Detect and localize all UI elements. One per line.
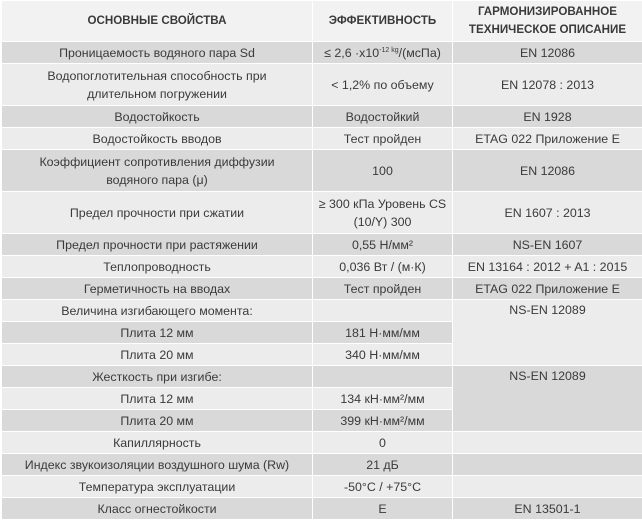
property-cell: Капиллярность	[2, 432, 313, 454]
effectiveness-cell	[313, 42, 453, 64]
table-row	[2, 454, 642, 476]
property-cell: Предел прочности при сжатии	[2, 192, 313, 234]
eff-unit: /(мсПа)	[398, 45, 441, 60]
standard-cell: EN 1928	[453, 106, 642, 128]
standard-cell: EN 12078 : 2013	[453, 64, 642, 106]
standard-cell: EN 13164 : 2012 + A1 : 2015	[453, 256, 642, 278]
property-cell: Плита 12 мм	[2, 322, 313, 344]
effectiveness-cell: E	[313, 498, 453, 520]
effectiveness-cell: 340 Н·мм/мм	[313, 344, 453, 366]
standard-cell: NS-EN 12089	[453, 300, 642, 366]
effectiveness-line1: ≥ 300 кПа Уровень CS	[318, 196, 447, 211]
standard-cell: ETAG 022 Приложение E	[453, 128, 642, 150]
table-row	[2, 128, 642, 150]
standard-cell: EN 12086	[453, 150, 642, 192]
table-row	[2, 278, 642, 300]
property-line2: водяного пара (μ)	[106, 172, 208, 187]
effectiveness-cell: < 1,2% по объему	[313, 64, 453, 106]
effectiveness-cell	[313, 366, 453, 388]
standard-cell: NS-EN 1607	[453, 234, 642, 256]
table-row	[2, 234, 642, 256]
standard-cell	[453, 476, 642, 498]
standard-cell	[453, 454, 642, 476]
effectiveness-cell: 100	[313, 150, 453, 192]
properties-table	[1, 0, 642, 520]
property-cell: Герметичность на вводах	[2, 278, 313, 300]
effectiveness-cell: 399 кН·мм²/мм	[313, 410, 453, 432]
property-cell: Жесткость при изгибе:	[2, 366, 313, 388]
standard-cell	[453, 432, 642, 454]
table-row	[2, 366, 642, 388]
table-row	[2, 498, 642, 520]
effectiveness-cell: Тест пройден	[313, 278, 453, 300]
effectiveness-cell: 0,036 Вт / (м·К)	[313, 256, 453, 278]
property-line1: Водопоглотительная способность при	[47, 68, 267, 83]
property-cell: Температура эксплуатации	[2, 476, 313, 498]
effectiveness-cell	[313, 192, 453, 234]
property-cell: Теплопроводность	[2, 256, 313, 278]
standard-cell: NS-EN 12089	[453, 366, 642, 432]
property-line1: Коэффициент сопротивления диффузии	[39, 154, 275, 169]
property-cell	[2, 64, 313, 106]
standard-cell: EN 1607 : 2013	[453, 192, 642, 234]
table-row	[2, 42, 642, 64]
property-cell: Предел прочности при растяжении	[2, 234, 313, 256]
effectiveness-line2: (10/Y) 300	[353, 214, 412, 229]
property-cell: Плита 20 мм	[2, 344, 313, 366]
property-cell: Водостойкость вводов	[2, 128, 313, 150]
table-row	[2, 476, 642, 498]
header-standard-line1: ГАРМОНИЗИРОВАННОЕ	[477, 5, 618, 18]
effectiveness-cell: 21 дБ	[313, 454, 453, 476]
header-effectiveness: ЭФФЕКТИВНОСТЬ	[313, 1, 453, 42]
header-standard	[453, 1, 642, 42]
property-cell: Плита 12 мм	[2, 388, 313, 410]
table-row	[2, 300, 642, 322]
effectiveness-cell: 0	[313, 432, 453, 454]
effectiveness-cell: 0,55 Н/мм²	[313, 234, 453, 256]
effectiveness-cell: -50°C / +75°C	[313, 476, 453, 498]
effectiveness-cell: Тест пройден	[313, 128, 453, 150]
table-row	[2, 64, 642, 106]
standard-cell: EN 13501-1	[453, 498, 642, 520]
eff-value: ≤ 2,6 ·x10	[324, 45, 380, 60]
header-standard-line2: ТЕХНИЧЕСКОЕ ОПИСАНИЕ	[468, 23, 627, 36]
property-cell: Величина изгибающего момента:	[2, 300, 313, 322]
effectiveness-cell	[313, 300, 453, 322]
effectiveness-cell: 134 кН·мм²/мм	[313, 388, 453, 410]
table-row	[2, 192, 642, 234]
property-line2: длительном погружении	[87, 86, 227, 101]
property-cell: Водостойкость	[2, 106, 313, 128]
table-row	[2, 256, 642, 278]
table-row	[2, 432, 642, 454]
property-cell: Класс огнестойкости	[2, 498, 313, 520]
standard-cell: EN 12086	[453, 42, 642, 64]
header-properties: ОСНОВНЫЕ СВОЙСТВА	[2, 1, 313, 42]
table-row	[2, 150, 642, 192]
property-cell	[2, 150, 313, 192]
standard-cell: ETAG 022 Приложение E	[453, 278, 642, 300]
property-cell: Индекс звукоизоляции воздушного шума (Rw)	[2, 454, 313, 476]
eff-superscript: -12 kg	[379, 46, 399, 54]
effectiveness-cell: Водостойкий	[313, 106, 453, 128]
property-cell: Проницаемость водяного пара Sd	[2, 42, 313, 64]
effectiveness-cell: 181 Н·мм/мм	[313, 322, 453, 344]
table-row	[2, 106, 642, 128]
property-cell: Плита 20 мм	[2, 410, 313, 432]
header-row	[2, 1, 642, 42]
